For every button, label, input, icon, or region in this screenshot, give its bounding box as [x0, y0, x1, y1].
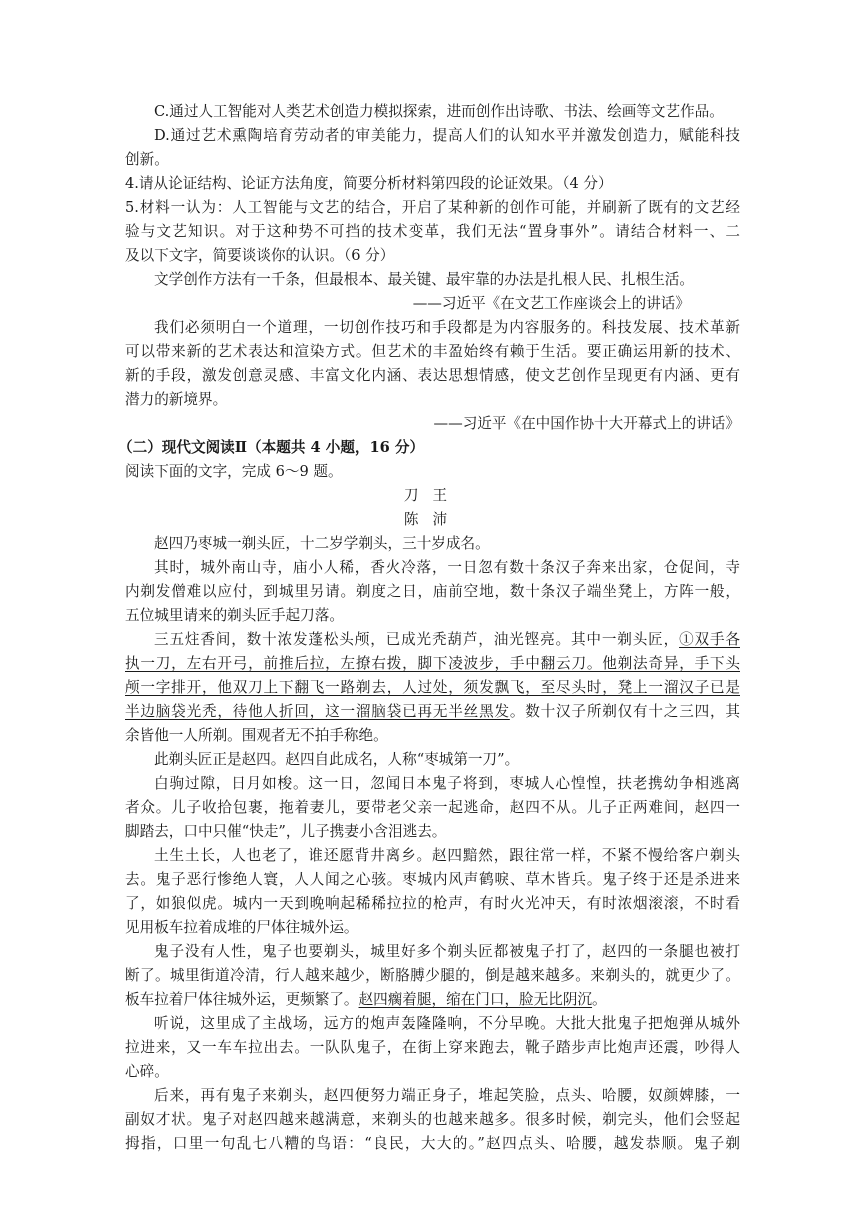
paragraph-3-line: 余皆他一人所剃。围观者无不拍手称绝。	[125, 727, 388, 744]
underlined-passage-1: 颅一字排开，他双刀上下翻飞一路剃去，人过处，须发飘飞，至尽头时，凳上一溜汉子已是	[125, 679, 740, 696]
paragraph-6-line: 见用板车拉着成堆的尸体往城外运。	[125, 919, 359, 936]
option-d-line: 创新。	[125, 151, 169, 168]
paragraph-5-line: 白驹过隙，日月如梭。这一日，忽闻日本鬼子将到，枣城人心惶惶，扶老携幼争相逃离	[154, 775, 740, 792]
p7-text: 。	[592, 991, 607, 1008]
paragraph-3-line	[125, 652, 740, 676]
underlined-passage-1: 执一刀，左右开弓，前推后拉，左撩右拨，脚下凌波步，手中翻云刀。他剃法奇异，手下头	[125, 655, 740, 672]
question-5-line: 及以下文字，简要谈谈你的认识。（6 分）	[125, 247, 395, 264]
quote-2-source: ——习近平《在中国作协十大开幕式上的讲话》	[433, 415, 740, 432]
page-content	[118, 100, 740, 1156]
paragraph-5-line: 脚踏去，口中只催“快走”，儿子携妻小含泪逃去。	[125, 823, 447, 840]
paragraph-4: 此剃头匠正是赵四。赵四自此成名，人称“枣城第一刀”。	[154, 751, 520, 768]
p7-text: 板车拉着尸体往城外运，更频繁了。	[125, 991, 359, 1008]
paragraph-6-line: 去。鬼子恶行惨绝人寰，人人闻之心骇。枣城内风声鹤唳、草木皆兵。鬼子终于还是杀进来	[125, 871, 740, 888]
paragraph-2-line: 五位城里请来的剃头匠手起刀落。	[125, 607, 344, 624]
paragraph-7-line: 鬼子没有人性，鬼子也要剃头，城里好多个剃头匠都被鬼子打了，赵四的一条腿也被打	[154, 943, 740, 960]
underlined-passage-1: ①双手各	[679, 631, 740, 648]
author-text: 陈沛	[403, 511, 462, 528]
paragraph-5-line: 者众。儿子收拾包裹，拖着妻儿，要带老父亲一起逃命，赵四不从。儿子正两难间，赵四一	[125, 799, 740, 816]
story-title-text: 刀王	[403, 487, 462, 504]
paragraph-3-line	[125, 700, 740, 724]
story-title	[125, 484, 740, 508]
paragraph-8-line: 听说，这里成了主战场，远方的炮声轰隆隆响，不分早晚。大批大批鬼子把炮弹从城外	[154, 1015, 740, 1032]
question-5-line: 5.材料一认为：人工智能与文艺的结合，开启了某种新的创作可能，并刷新了既有的文艺经	[125, 199, 740, 216]
question-4: 4.请从论证结构、论证方法角度，简要分析材料第四段的论证效果。（4 分）	[125, 175, 613, 192]
paragraph-6-line: 了，如狼似虎。城内一天到晚响起稀稀拉拉的枪声，有时火光冲天，有时浓烟滚滚，不时看	[125, 895, 740, 912]
paragraph-8-line: 心碎。	[125, 1063, 169, 1080]
option-c: C.通过人工智能对人类艺术创造力模拟探索，进而创作出诗歌、书法、绘画等文艺作品。	[154, 103, 724, 120]
paragraph-8-line: 拉进来，又一车车拉出去。一队队鬼子，在街上穿来跑去，靴子踏步声比炮声还震，吵得人	[125, 1039, 740, 1056]
quote-2-line: 潜力的新境界。	[125, 391, 228, 408]
quote-1: 文学创作方法有一千条，但最根本、最关键、最牢靠的办法是扎根人民、扎根生活。	[154, 271, 694, 288]
paragraph-7-line	[125, 988, 740, 1012]
underlined-passage-1: 半边脑袋光秃，待他人折回，这一溜脑袋已再无半丝黑发	[125, 703, 510, 720]
paragraph-6-line: 土生土长，人也老了，谁还愿背井离乡。赵四黯然，跟往常一样，不紧不慢给客户剃头	[154, 847, 740, 864]
quote-1-source: ——习近平《在文艺工作座谈会上的讲话》	[412, 295, 690, 312]
paragraph-9-line: 拇指，口里一句乱七八糟的鸟语：“良民，大大的。”赵四点头、哈腰，越发恭顺。鬼子剃	[125, 1135, 740, 1152]
paragraph-1: 赵四乃枣城一剃头匠，十二岁学剃头，三十岁成名。	[154, 535, 490, 552]
paragraph-7-line: 断了。城里街道冷清，行人越来越少，断胳膊少腿的，倒是越来越多。来剃头的，就更少了。	[125, 967, 740, 984]
p3-text: 三五炷香间，数十浓发蓬松头颅，已成光秃葫芦，油光铿亮。其中一剃头匠，	[154, 631, 680, 648]
quote-2-line: 我们必须明白一个道理，一切创作技巧和手段都是为内容服务的。科技发展、技术革新	[154, 319, 740, 336]
instruction: 阅读下面的文字，完成 6～9 题。	[125, 463, 343, 480]
paragraph-2-line: 内剃发僧难以应付，到城里另请。剃度之日，庙前空地，数十条汉子端坐凳上，方阵一般，	[125, 583, 740, 600]
author	[125, 508, 740, 532]
option-d-line: D.通过艺术熏陶培育劳动者的审美能力，提高人们的认知水平并激发创造力，赋能科技	[154, 127, 740, 144]
paragraph-3-line	[125, 676, 740, 700]
quote-2-line: 可以带来新的艺术表达和渲染方式。但艺术的丰盈始终有赖于生活。要正确运用新的技术、	[125, 343, 740, 360]
quote-2-line: 新的手段，激发创意灵感、丰富文化内涵、表达思想情感，使文艺创作呈现更有内涵、更有	[125, 367, 740, 384]
question-5-line: 验与文艺知识。对于这种势不可挡的技术变革，我们无法“置身事外”。请结合材料一、二	[125, 223, 740, 240]
p3-text: 。数十汉子所剃仅有十之三四，其	[509, 703, 740, 720]
paragraph-2-line: 其时，城外南山寺，庙小人稀，香火冷落，一日忽有数十条汉子奔来出家，仓促间，寺	[154, 559, 740, 576]
paragraph-9-line: 副奴才状。鬼子对赵四越来越满意，来剃头的也越来越多。很多时候，剃完头，他们会竖起	[125, 1111, 740, 1128]
paragraph-3-line	[125, 628, 740, 652]
underlined-passage-2: 赵四瘸着腿，缩在门口，脸无比阴沉	[358, 991, 593, 1008]
paragraph-9-line: 后来，再有鬼子来剃头，赵四便努力端正身子，堆起笑脸，点头、哈腰，奴颜婢膝，一	[154, 1087, 740, 1104]
section-header: （二）现代文阅读Ⅱ（本题共 4 小题，16 分）	[118, 439, 425, 456]
